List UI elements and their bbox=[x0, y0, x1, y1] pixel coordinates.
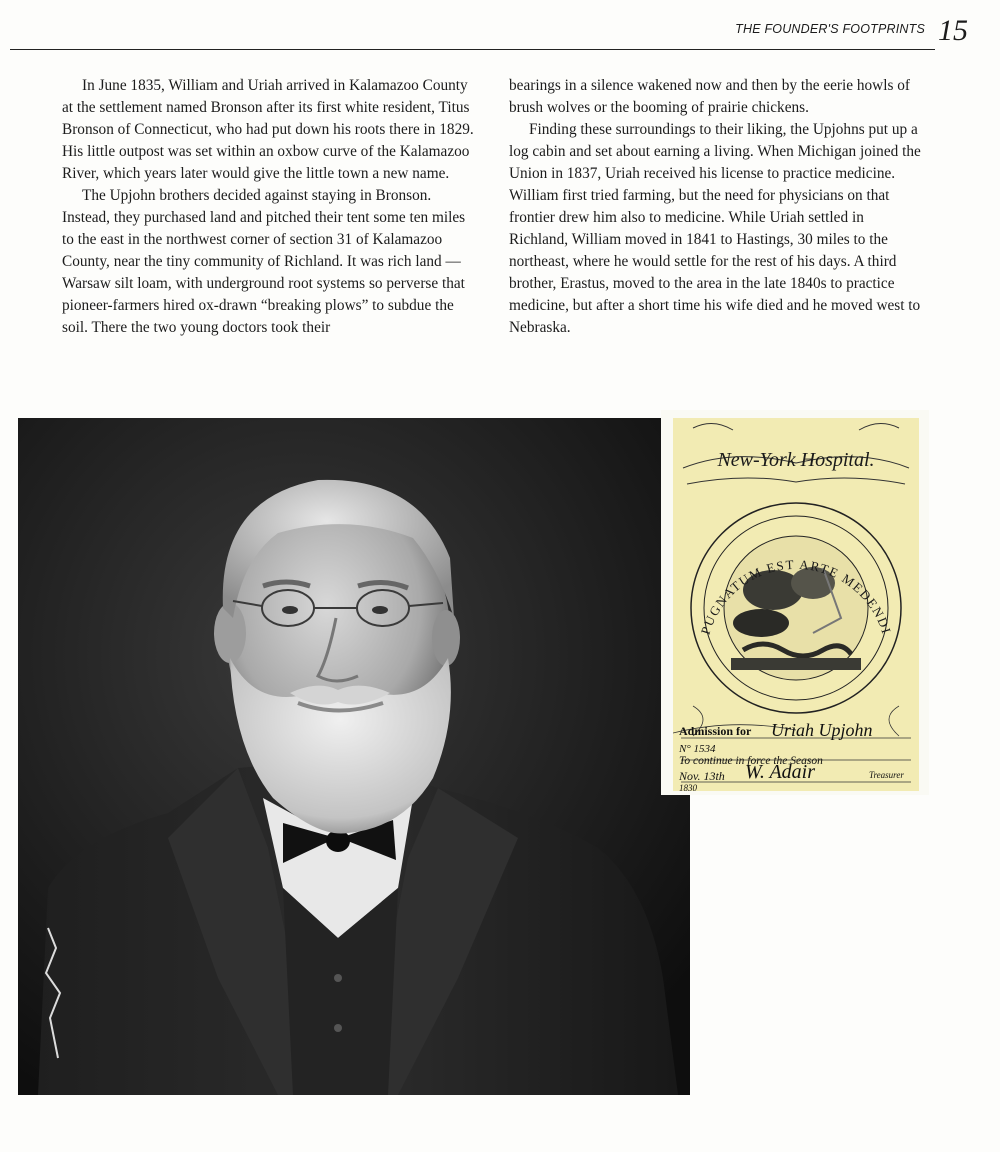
text-column-right bbox=[509, 75, 921, 339]
text-column-left bbox=[62, 75, 474, 339]
paragraph: Finding these surroundings to their liking, the Upjohns put up a log cabin and set about earning a living. When Michigan joined the Union in 1837, Uriah received his license to practice medicine. William first tried farming, but the need for physicians on that frontier drew him also to medicine. While Uriah settled in Richland, William moved in 1841 to Hastings, 30 miles to the northeast, where he would settle for the rest of his days. A third brother, Erastus, moved to the area in the late 1840s to practice medicine, but after a short time his wife died and he moved west to Nebraska. bbox=[509, 121, 921, 336]
seal-motto: PUGNATUM EST ARTE MEDENDI bbox=[697, 556, 895, 637]
admission-label: Admission for bbox=[679, 724, 752, 738]
paragraph: The Upjohn brothers decided against staying in Bronson. Instead, they purchased land and pitched their tent some ten miles to the east in the northwest corner of section 31 of Kalamazoo County, near the tiny community of Richland. It was rich land — Warsaw silt loam, with underground root systems so perverse that pioneer-farmers hired ox-drawn “breaking plows” to subdue the soil. There the two young doctors took their bbox=[62, 187, 466, 336]
ticket-number: N° 1534 bbox=[679, 743, 716, 755]
paragraph: bearings in a silence wakened now and then by the eerie howls of brush wolves or the booming of prairie chickens. bbox=[509, 77, 910, 116]
ticket-name: Uriah Upjohn bbox=[771, 720, 873, 740]
treasurer-label: Treasurer bbox=[869, 770, 904, 780]
admission-ticket bbox=[661, 410, 929, 795]
ticket-header: New-York Hospital. bbox=[717, 449, 875, 471]
paragraph: In June 1835, William and Uriah arrived in Kalamazoo County at the settlement named Bronson after its first white resident, Titus Bronson of Connecticut, who had put down his roots there in 1829. His little outpost was set within an oxbow curve of the Kalamazoo River, which years later would give the little town a new name. bbox=[62, 77, 474, 182]
ticket-signature: W. Adair bbox=[745, 761, 816, 783]
portrait-photo bbox=[18, 418, 690, 1095]
ticket-continue: To continue in force the Season bbox=[679, 755, 823, 767]
running-head: THE FOUNDER'S FOOTPRINTS bbox=[735, 22, 925, 36]
page-number: 15 bbox=[938, 14, 968, 47]
header-rule bbox=[10, 49, 935, 50]
ticket-date: Nov. 13th bbox=[679, 769, 725, 783]
ticket-year: 1830 bbox=[679, 783, 697, 791]
